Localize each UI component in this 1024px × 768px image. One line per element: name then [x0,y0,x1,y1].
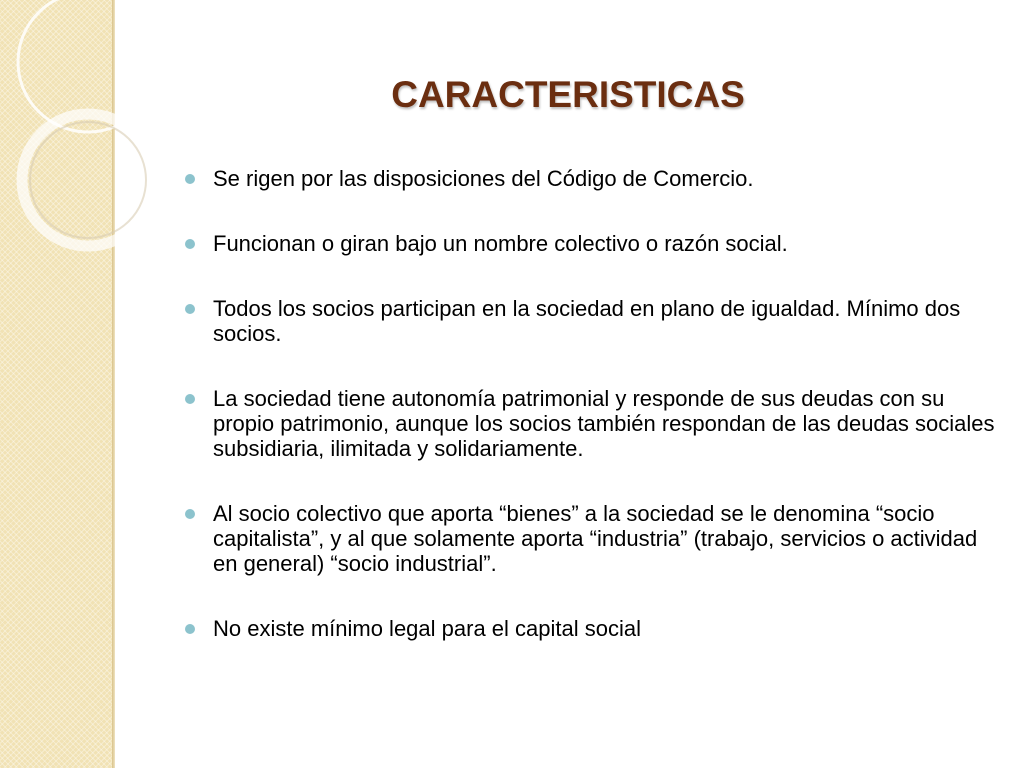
inner-ring-shadow [30,122,146,238]
bullet-icon [185,394,195,404]
bullet-text: Se rigen por las disposiciones del Código de Comercio. [213,166,754,191]
bullet-text: Al socio colectivo que aporta “bienes” a la sociedad se le denomina “socio capitalista”, y al que solamente aporta “industria” (trabajo, servicios o actividad en general) “socio industrial”. [213,501,978,576]
bullet-icon [185,239,195,249]
bullet-icon [185,304,195,314]
decorative-circles-graphic [0,0,160,260]
bullet-text: Funcionan o giran bajo un nombre colectivo o razón social. [213,231,788,256]
bullet-icon [185,624,195,634]
bullet-item [184,501,1004,576]
bullet-text: La sociedad tiene autonomía patrimonial y responde de sus deudas con su propio patrimonio, aunque los socios también respondan de las deudas sociales subsidiaria, ilimitada y solidariamente. [213,386,995,461]
bullet-list [184,166,1004,641]
bullet-text: Todos los socios participan en la sociedad en plano de igualdad. Mínimo dos socios. [213,296,961,346]
slide-title: CARACTERISTICAS [391,74,745,115]
bullet-item [184,296,1004,346]
bullet-icon [185,174,195,184]
bullet-item [184,231,1004,256]
bullet-text: No existe mínimo legal para el capital social [213,616,641,641]
thick-ring [22,114,154,246]
bullet-item [184,386,1004,461]
bullet-item [184,166,1004,191]
bullet-icon [185,509,195,519]
bullet-item [184,616,1004,641]
